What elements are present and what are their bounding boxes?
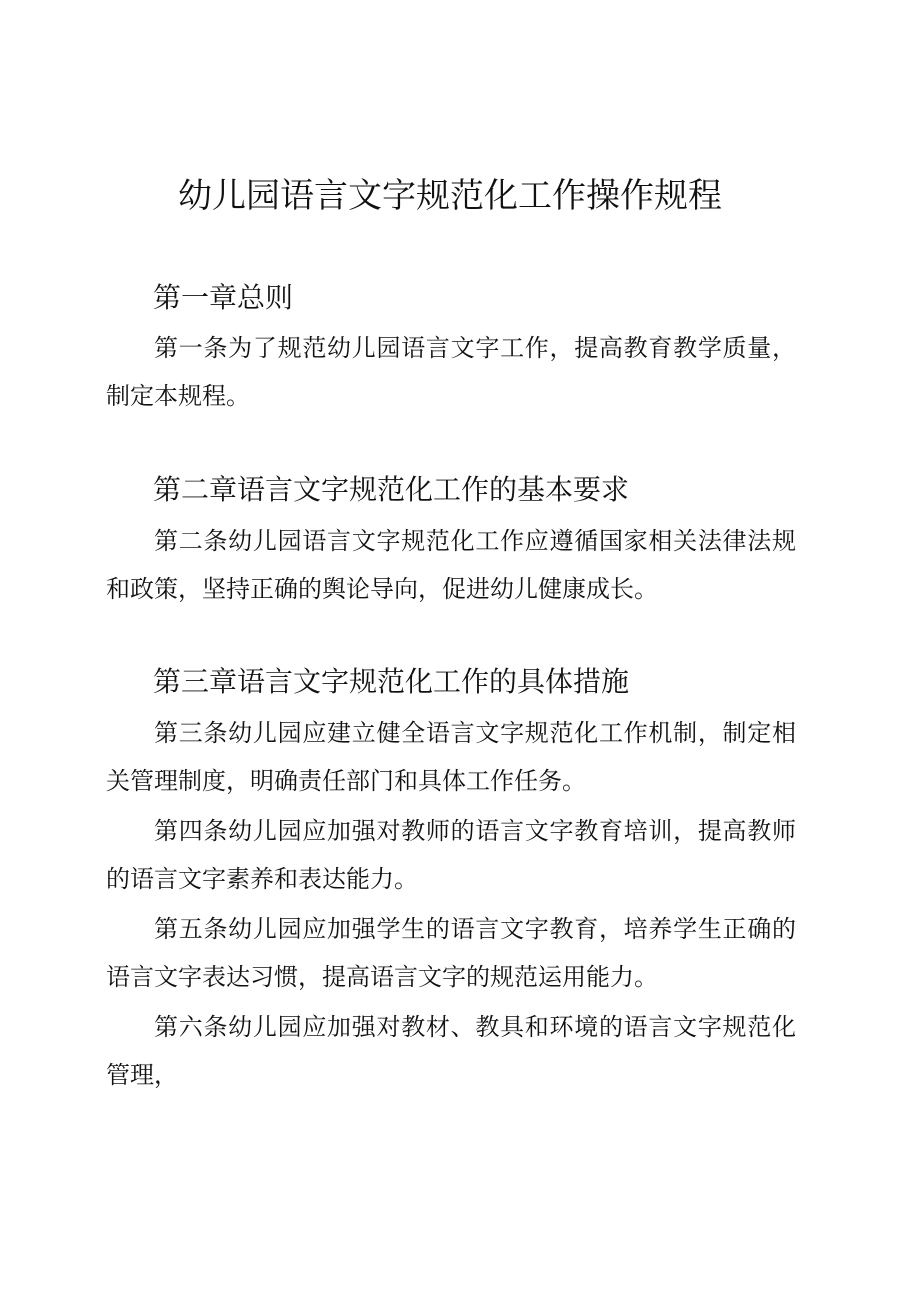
- article-4-paragraph: 第四条幼儿园应加强对教师的语言文字教育培训，提高教师的语言文字素养和表达能力。: [106, 817, 796, 893]
- chapter-1-heading: 第一章总则: [153, 281, 294, 314]
- document-title: 幼儿园语言文字规范化工作操作规程: [178, 176, 722, 216]
- article-6-paragraph: 第六条幼儿园应加强对教材、教具和环境的语言文字规范化管理，: [106, 1013, 796, 1089]
- article-3-paragraph: 第三条幼儿园应建立健全语言文字规范化工作机制，制定相关管理制度，明确责任部门和具体工作任务。: [106, 719, 796, 795]
- article-2-paragraph: 第二条幼儿园语言文字规范化工作应遵循国家相关法律法规和政策，坚持正确的舆论导向，促进幼儿健康成长。: [106, 527, 796, 603]
- article-1-paragraph: 第一条为了规范幼儿园语言文字工作，提高教育教学质量，制定本规程。: [106, 334, 796, 410]
- article-5-paragraph: 第五条幼儿园应加强学生的语言文字教育，培养学生正确的语言文字表达习惯，提高语言文字的规范运用能力。: [106, 915, 796, 991]
- chapter-3-heading: 第三章语言文字规范化工作的具体措施: [153, 665, 630, 698]
- chapter-2-heading: 第二章语言文字规范化工作的基本要求: [153, 473, 630, 506]
